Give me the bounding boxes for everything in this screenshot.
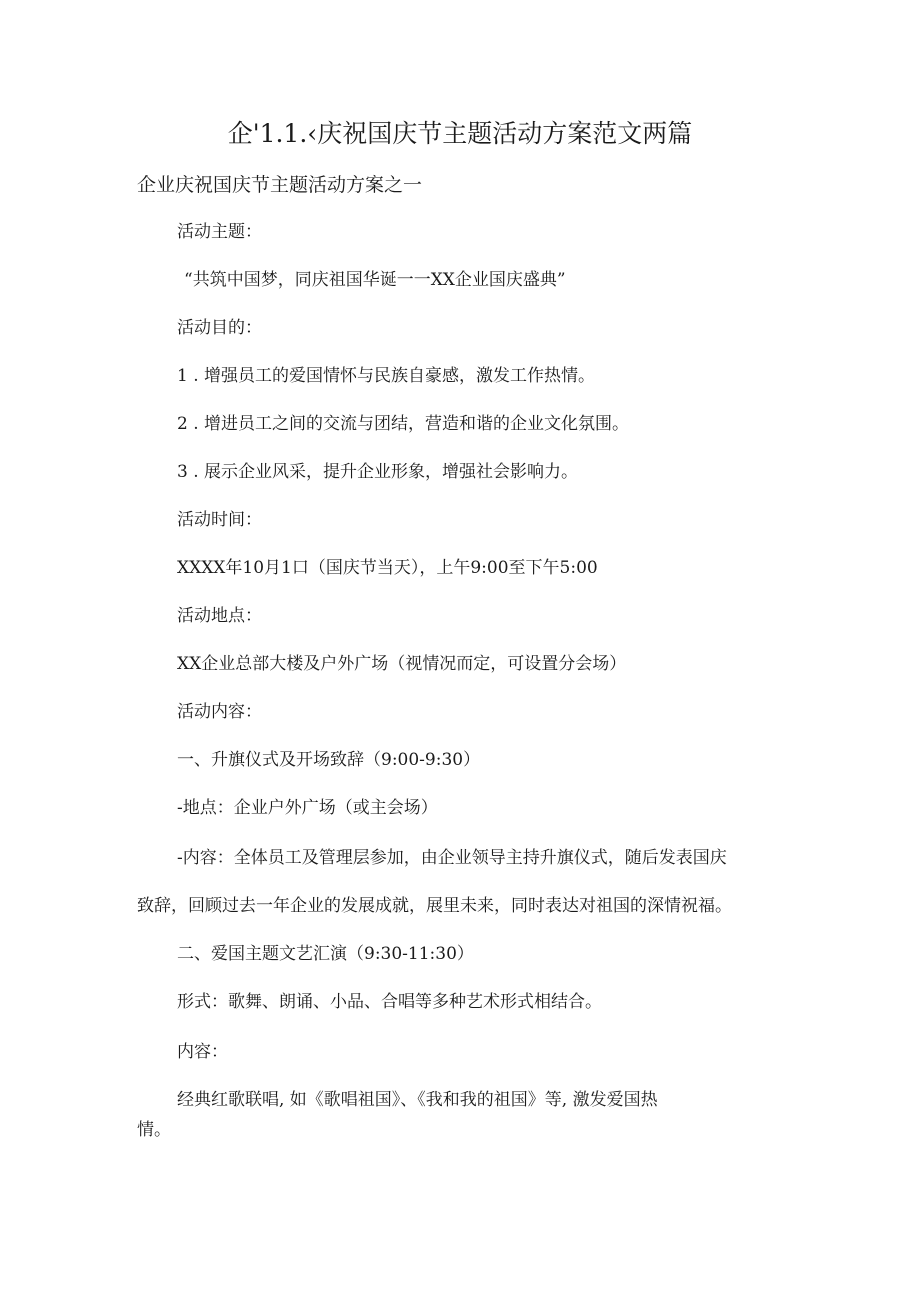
paragraph-line: XX企业总部大楼及户外广场（视情况而定，可设置分会场）	[177, 654, 627, 674]
list-item: 2 . 增进员工之间的交流与团结，营造和谐的企业文化氛围。	[177, 414, 630, 434]
paragraph-line: -地点：企业户外广场（或主会场）	[177, 798, 438, 818]
section-heading: 企业庆祝国庆节主题活动方案之一	[137, 174, 423, 196]
paragraph-line: 致辞，回顾过去一年企业的发展成就，展里未来，同时表达对祖国的深情祝福。	[137, 896, 732, 916]
document-title: 企'1.1.‹庆祝国庆节主题活动方案范文两篇	[227, 119, 693, 148]
paragraph-line: 活动内容：	[177, 702, 262, 722]
paragraph-line: 经典红歌联唱, 如《歌唱祖国》、《我和我的祖国》等, 激发爱国热	[177, 1090, 658, 1110]
paragraph-line: 二、爱国主题文艺汇演（9:30-11:30）	[177, 944, 474, 964]
paragraph-line: 活动主题：	[177, 222, 262, 242]
paragraph-line: 内容：	[177, 1042, 228, 1062]
paragraph-line: 活动地点：	[177, 606, 262, 626]
paragraph-line: 形式：歌舞、朗诵、小品、合唱等多种艺术形式相结合。	[177, 992, 602, 1012]
list-item: 1 . 增强员工的爱国情怀与民族自豪感，激发工作热情。	[177, 366, 596, 386]
paragraph-line: “共筑中国梦，同庆祖国华诞一一XX企业国庆盛典”	[184, 270, 566, 290]
paragraph-line: 一、升旗仪式及开场致辞（9:00-9:30）	[177, 750, 481, 770]
paragraph-line: 活动时间：	[177, 510, 262, 530]
paragraph-line: -内容：全体员工及管理层参加，由企业领导主持升旗仪式，随后发表国庆	[177, 848, 727, 868]
paragraph-line: 情。	[137, 1120, 171, 1140]
list-item: 3 . 展示企业风采，提升企业形象，增强社会影响力。	[177, 462, 579, 482]
paragraph-line: XXXX年10月1口（国庆节当天），上午9:00至下午5:00	[177, 558, 598, 578]
paragraph-line: 活动目的：	[177, 318, 262, 338]
